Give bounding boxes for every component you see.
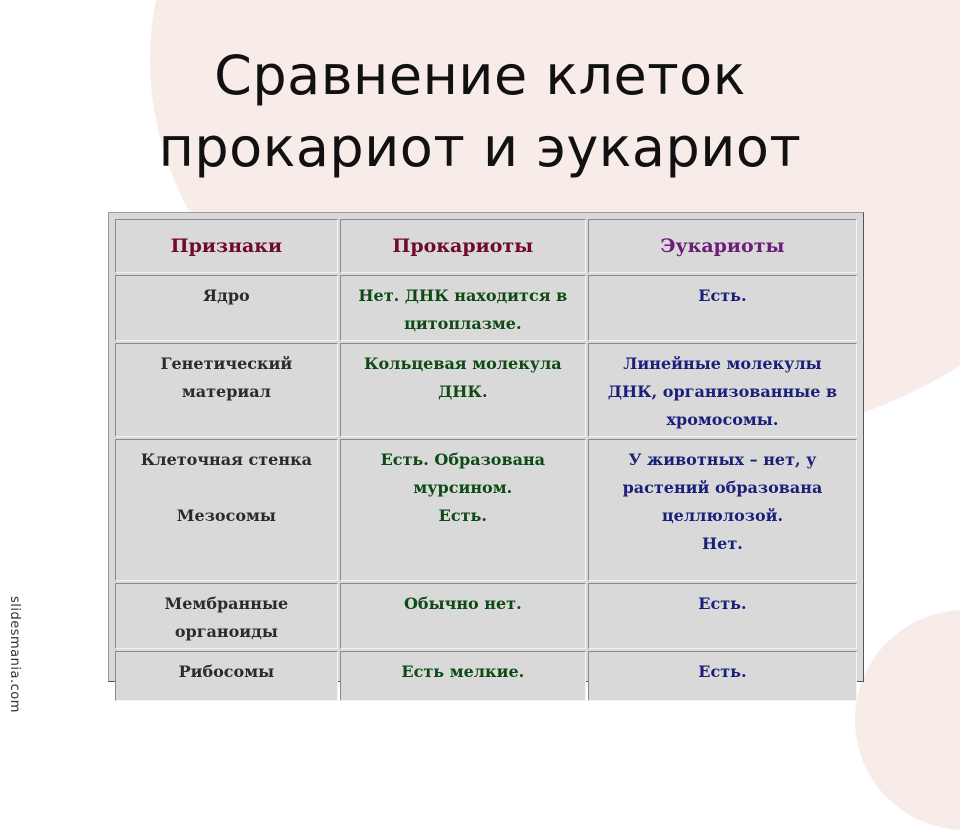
cell-eukaryotes: Линейные молекулы ДНК, организованные в хромосомы. — [588, 343, 857, 437]
cell-feature: Генетический материал — [115, 343, 338, 437]
cell-eukaryotes-cell-wall: У животных – нет, у растений образована целлюлозой. — [622, 450, 823, 525]
slide-title — [0, 40, 960, 184]
cell-prokaryotes: Нет. ДНК находится в цитоплазме. — [340, 275, 586, 341]
cell-eukaryotes — [588, 439, 857, 581]
cell-feature: Мембранные органоиды — [115, 583, 338, 649]
table-row — [115, 439, 857, 581]
cell-feature-cell-wall: Клеточная стенка — [140, 450, 312, 469]
credit-text: slidesmania.com — [7, 596, 22, 713]
cell-prokaryotes: Есть мелкие. — [340, 651, 586, 701]
title-line-1: Сравнение клеток — [214, 44, 746, 107]
cell-feature: Рибосомы — [115, 651, 338, 701]
cell-eukaryotes-mesosomes: Нет. — [702, 534, 743, 553]
cell-eukaryotes: Есть. — [588, 275, 857, 341]
cell-eukaryotes: Есть. — [588, 651, 857, 701]
header-features: Признаки — [115, 219, 338, 273]
background-shape-corner — [855, 610, 960, 830]
cell-spacer — [124, 474, 329, 502]
table-row — [115, 583, 857, 649]
header-eukaryotes: Эукариоты — [588, 219, 857, 273]
cell-feature: Ядро — [115, 275, 338, 341]
comparison-table — [113, 217, 859, 703]
cell-prokaryotes: Кольцевая молекула ДНК. — [340, 343, 586, 437]
table-row — [115, 343, 857, 437]
cell-prokaryotes: Обычно нет. — [340, 583, 586, 649]
cell-prokaryotes-cell-wall: Есть. Образована мурсином. — [380, 450, 546, 497]
comparison-table-frame — [108, 212, 864, 682]
table-row — [115, 275, 857, 341]
cell-feature — [115, 439, 338, 581]
cell-prokaryotes-mesosomes: Есть. — [438, 506, 487, 525]
header-prokaryotes: Прокариоты — [340, 219, 586, 273]
table-header-row — [115, 219, 857, 273]
table-row — [115, 651, 857, 701]
cell-eukaryotes: Есть. — [588, 583, 857, 649]
cell-feature-mesosomes: Мезосомы — [176, 506, 276, 525]
cell-prokaryotes — [340, 439, 586, 581]
title-line-2: прокариот и эукариот — [158, 116, 802, 179]
